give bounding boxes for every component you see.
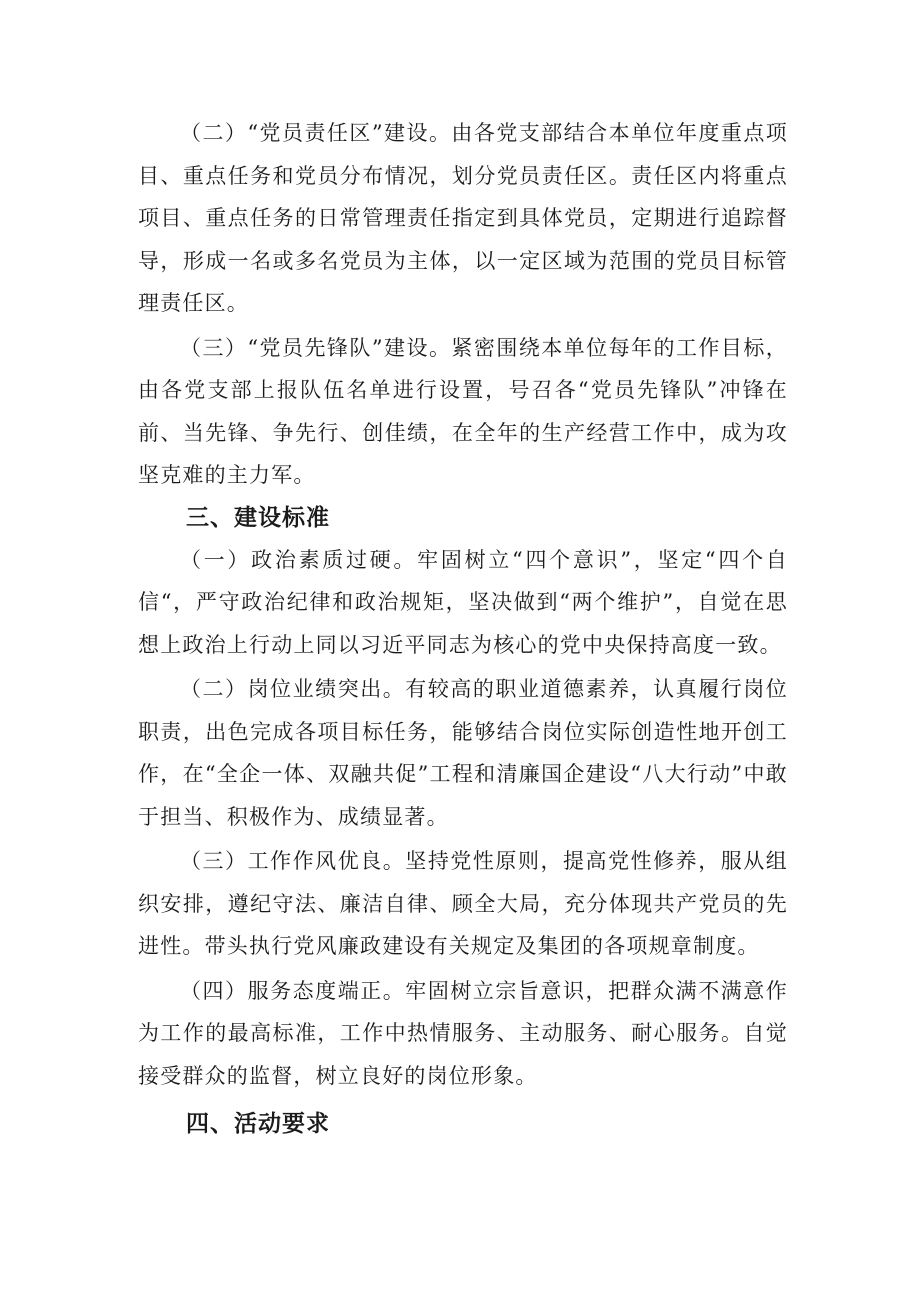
paragraph-job-performance: （二）岗位业绩突出。有较高的职业道德素养，认真履行岗位职责，出色完成各项目标任务，能够结合岗位实际创造性地开创工作，在“全企一体、双融共促”工程和清廉国企建设“八大行动”中敢于担当、积极作为、成绩显著。 [138, 677, 788, 829]
paragraph-political-quality: （一）政治素质过硬。牢固树立“四个意识”，坚定“四个自信“，严守政治纪律和政治规矩，坚决做到“两个维护”，自觉在思想上政治上行动上同以习近平同志为核心的党中央保持高度一致。 [138, 547, 788, 657]
paragraph-work-style: （三）工作作风优良。坚持党性原则，提高党性修养，服从组织安排，遵纪守法、廉洁自律、顾全大局，充分体现共产党员的先进性。带头执行党风廉政建设有关规定及集团的各项规章制度。 [138, 849, 788, 958]
section-heading-construction-standards: 三、建设标准 [186, 504, 330, 531]
paragraph-service-attitude: （四）服务态度端正。牢固树立宗旨意识，把群众满不满意作为工作的最高标准，工作中热情服务、主动服务、耐心服务。自觉接受群众的监督，树立良好的岗位形象。 [138, 978, 788, 1088]
paragraph-party-member-responsibility-zone: （二）“党员责任区”建设。由各党支部结合本单位年度重点项目、重点任务和党员分布情况，划分党员责任区。责任区内将重点项目、重点任务的日常管理责任指定到具体党员，定期进行追踪督导，形成一名或多名党员为主体，以一定区域为范围的党员目标管理责任区。 [138, 121, 788, 315]
section-heading-activity-requirements: 四、活动要求 [186, 1111, 330, 1137]
document-page [138, 112, 788, 1145]
paragraph-party-member-vanguard-team: （三）“党员先锋队”建设。紧密围绕本单位每年的工作目标，由各党支部上报队伍名单进行设置，号召各“党员先锋队”冲锋在前、当先锋、争先行、创佳绩，在全年的生产经营工作中，成为攻坚克难的主力军。 [138, 335, 788, 487]
